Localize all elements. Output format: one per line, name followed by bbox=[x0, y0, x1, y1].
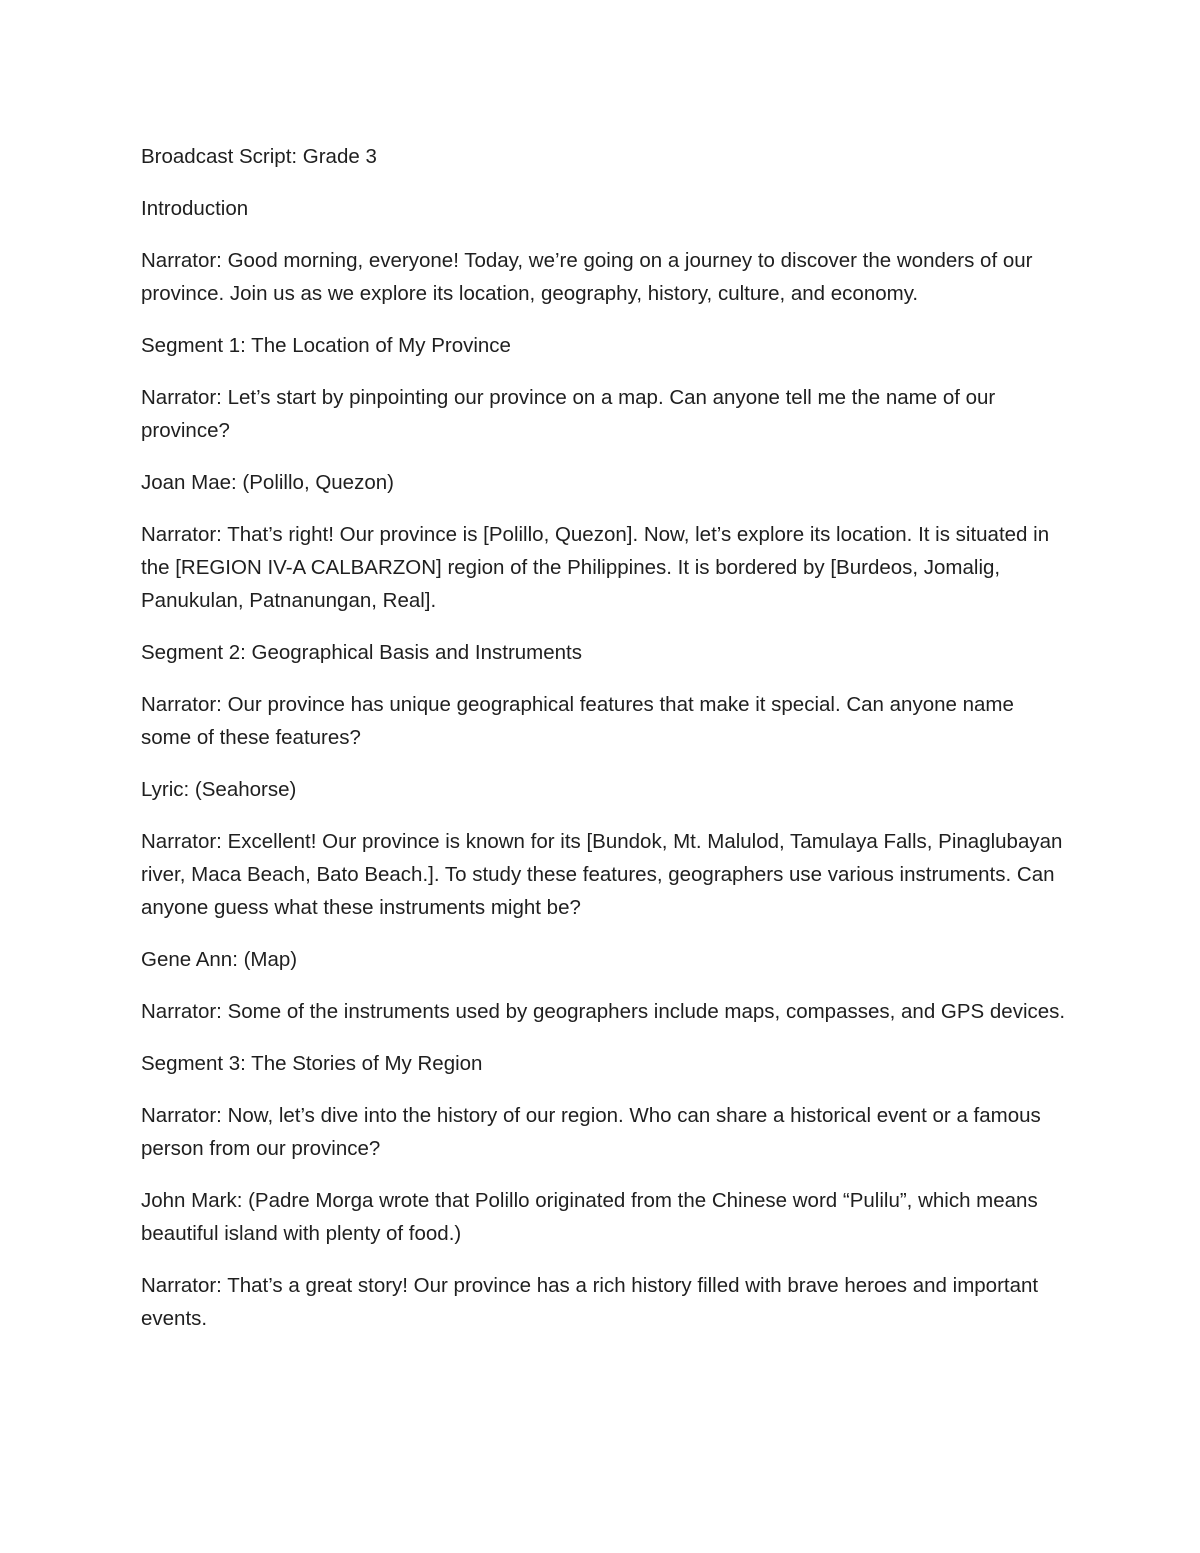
section-heading-introduction: Introduction bbox=[141, 197, 249, 220]
section-heading-segment-1: Segment 1: The Location of My Province bbox=[141, 334, 511, 357]
student-line: Lyric: (Seahorse) bbox=[141, 778, 297, 801]
narrator-line: Narrator: Some of the instruments used by geographers include maps, compasses, and GPS devices. bbox=[141, 1000, 1066, 1023]
section-heading-segment-2: Segment 2: Geographical Basis and Instruments bbox=[141, 641, 582, 664]
section-heading-segment-3: Segment 3: The Stories of My Region bbox=[141, 1052, 483, 1075]
student-line: John Mark: (Padre Morga wrote that Polillo originated from the Chinese word “Pulilu”, which means beautiful island with plenty of food.) bbox=[141, 1189, 1038, 1245]
narrator-line: Narrator: Now, let’s dive into the history of our region. Who can share a historical event or a famous person from our province? bbox=[141, 1104, 1041, 1160]
document-title: Broadcast Script: Grade 3 bbox=[141, 145, 377, 168]
narrator-line: Narrator: That’s a great story! Our province has a rich history filled with brave heroes and important events. bbox=[141, 1274, 1039, 1330]
student-line: Joan Mae: (Polillo, Quezon) bbox=[141, 471, 394, 494]
document-body bbox=[141, 140, 1066, 1354]
narrator-line: Narrator: Our province has unique geographical features that make it special. Can anyone name some of these features? bbox=[141, 693, 1014, 749]
narrator-line: Narrator: That’s right! Our province is [Polillo, Quezon]. Now, let’s explore its location. It is situated in the [REGION IV-A CALBARZON] region of the Philippines. It is bordered by [Burdeos, Jomalig, Panukulan, Patnanungan, Real]. bbox=[141, 523, 1050, 612]
narrator-line: Narrator: Let’s start by pinpointing our province on a map. Can anyone tell me the name of our province? bbox=[141, 386, 996, 442]
narrator-line: Narrator: Good morning, everyone! Today, we’re going on a journey to discover the wonders of our province. Join us as we explore its location, geography, history, culture, and economy. bbox=[141, 249, 1033, 305]
narrator-line: Narrator: Excellent! Our province is known for its [Bundok, Mt. Malulod, Tamulaya Falls, Pinaglubayan river, Maca Beach, Bato Beach.]. To study these features, geographers use various instruments. Can anyone guess what these instruments might be? bbox=[141, 830, 1063, 919]
student-line: Gene Ann: (Map) bbox=[141, 948, 298, 971]
